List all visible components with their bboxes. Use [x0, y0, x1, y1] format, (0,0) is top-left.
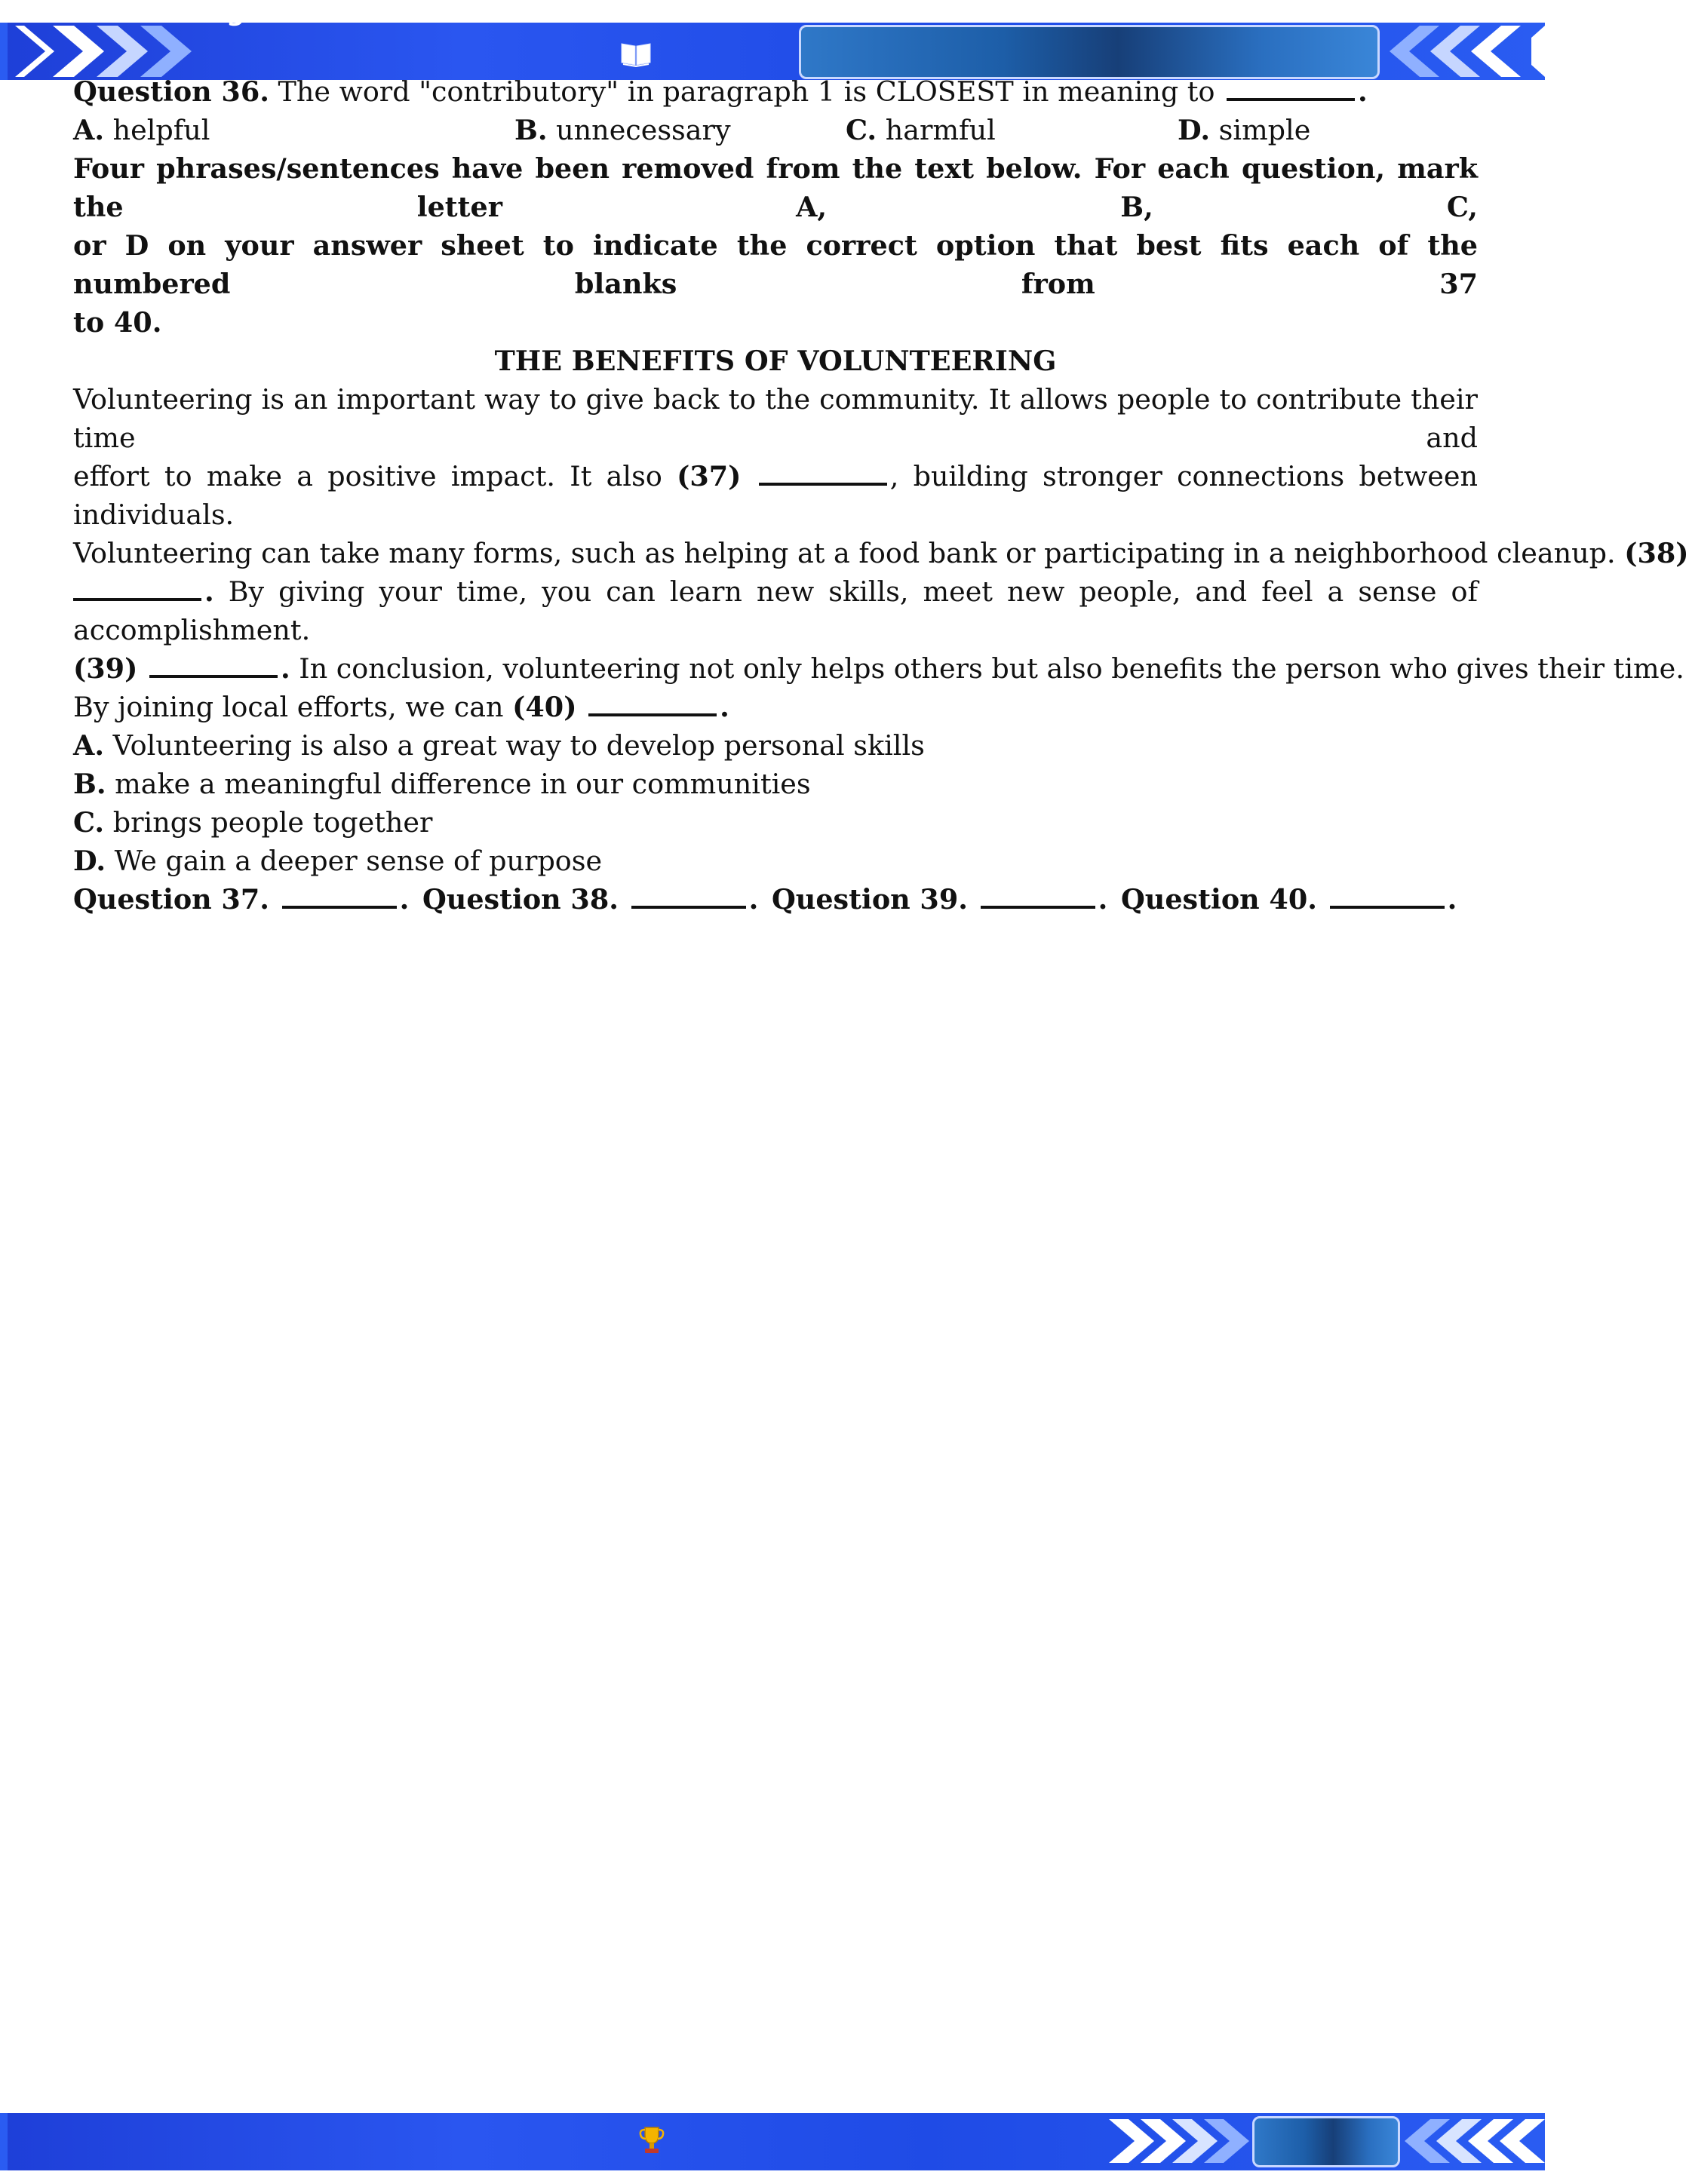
option-c: C. harmful	[846, 114, 996, 146]
option-a: A. helpful	[73, 114, 210, 146]
passage-line-6: By joining local efforts, we can (40) .	[73, 691, 729, 723]
option-d: D. simple	[1178, 114, 1311, 146]
header-chevrons-left	[15, 23, 189, 80]
trophy-icon	[638, 2125, 665, 2155]
blank-40-label: (40)	[512, 691, 577, 723]
blank-40	[588, 713, 717, 716]
answer-line-39: Question 39. .	[772, 883, 1108, 916]
answer-line-37: Question 37. .	[73, 883, 410, 916]
footer-pill	[1252, 2116, 1400, 2167]
question-36: Question 36. The word "contributory" in paragraph 1 is CLOSEST in meaning to .	[73, 75, 1368, 108]
passage-line-1: Volunteering is an important way to give back to the community. It allows people to contribute their time and	[73, 383, 1478, 454]
header-title-pill	[799, 25, 1380, 79]
header-cut-text: g .	[226, 0, 269, 27]
header-chevrons-right	[1380, 23, 1545, 80]
footer-edge-bar	[0, 2113, 8, 2170]
instructions-line-3: to 40.	[73, 306, 162, 339]
blank-39	[149, 675, 278, 678]
book-icon	[620, 41, 652, 66]
answer-blank	[1227, 98, 1355, 101]
passage-line-3: Volunteering can take many forms, such as helping at a food bank or participating in a neighborhood cleanup. (38)	[73, 537, 1689, 569]
instructions-line-2: or D on your answer sheet to indicate the correct option that best fits each of the numbered blanks from 37	[73, 229, 1478, 300]
blank-37-label: (37)	[677, 460, 742, 492]
answer-option-c: C. brings people together	[73, 806, 433, 839]
option-b: B. unnecessary	[514, 114, 731, 146]
passage-line-4: . By giving your time, you can learn new skills, meet new people, and feel a sense of accomplishment.	[73, 575, 1478, 646]
instructions-line-1: Four phrases/sentences have been removed from the text below. For each question, mark the letter A, B, C,	[73, 152, 1478, 223]
footer-chevrons-right	[1405, 2116, 1545, 2166]
blank-39-label: (39)	[73, 652, 138, 685]
answer-option-a: A. Volunteering is also a great way to develop personal skills	[73, 729, 925, 762]
answer-line-40: Question 40. .	[1121, 883, 1457, 916]
answer-option-b: B. make a meaningful difference in our communities	[73, 768, 811, 800]
question-36-options	[73, 111, 1478, 149]
passage-line-5: (39) . In conclusion, volunteering not only helps others but also benefits the person who gives their time.	[73, 652, 1684, 685]
question-36-number: Question 36.	[73, 75, 269, 108]
header-edge-bar	[0, 23, 8, 80]
blank-37	[759, 483, 887, 486]
answer-line-38: Question 38. .	[422, 883, 759, 916]
answer-lines	[73, 880, 1478, 919]
blank-38	[73, 598, 201, 601]
question-36-text: The word "contributory" in paragraph 1 is CLOSEST in meaning to	[269, 75, 1224, 108]
page-content	[73, 72, 1689, 919]
passage-title: THE BENEFITS OF VOLUNTEERING	[494, 345, 1057, 377]
footer-chevrons-left	[1109, 2116, 1245, 2166]
blank-38-label: (38)	[1624, 537, 1689, 569]
answer-option-d: D. We gain a deeper sense of purpose	[73, 845, 603, 877]
passage-line-2: effort to make a positive impact. It also (37) , building stronger connections between individuals.	[73, 460, 1478, 531]
